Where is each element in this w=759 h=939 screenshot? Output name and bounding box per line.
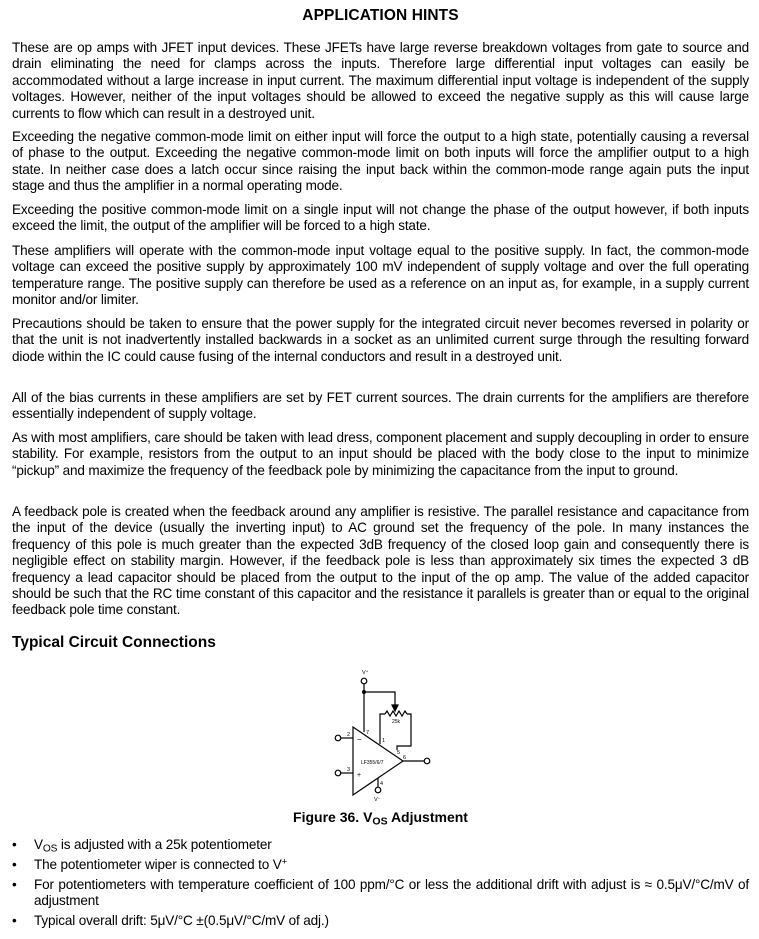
- item-text: Typical overall drift: 5μV/°C ±(0.5μV/°C/mV of adj.): [34, 913, 329, 929]
- item-text: V: [34, 837, 43, 852]
- junction-dot: [362, 690, 366, 694]
- item-text: The potentiometer wiper is connected to V: [34, 857, 282, 872]
- caption-prefix: Figure 36. V: [293, 809, 373, 825]
- paragraph-bias-currents: All of the bias currents in these amplifiers are set by FET current sources. The drain currents for the amplifiers are therefore essentially independent of supply voltage.: [12, 390, 749, 422]
- pin-1-label: 1: [382, 738, 386, 744]
- paragraph-reverse-polarity: Precautions should be taken to ensure that the power supply for the integrated circuit never becomes reversed in polarity or that the unit is not inadvertently installed backwards in a socket as an unlimited current surge through the resulting forward diode within the IC could cause fusing of the internal conductors and result in a destroyed unit.: [12, 316, 749, 364]
- pin-5-label: 5: [397, 750, 401, 756]
- noninverting-sign: +: [357, 772, 362, 779]
- bullet-icon: •: [12, 857, 17, 872]
- caption-suffix: Adjustment: [387, 809, 468, 825]
- item-superscript: +: [281, 856, 288, 868]
- bullet-icon: •: [12, 837, 17, 852]
- pin-2-label: 2: [347, 732, 351, 738]
- item-subscript: OS: [42, 843, 58, 855]
- input-2-terminal: [335, 735, 341, 741]
- pin-3-label: 3: [347, 767, 351, 773]
- vplus-terminal: [361, 678, 367, 684]
- wiper-wire: [364, 692, 395, 706]
- list-item: [12, 837, 749, 853]
- section-heading: Typical Circuit Connections: [12, 634, 216, 651]
- inverting-sign: −: [357, 735, 362, 744]
- vplus-label: V⁺: [362, 670, 369, 676]
- notes-list: [12, 837, 749, 933]
- paragraph-jfet-inputs: These are op amps with JFET input devices. These JFETs have large reverse breakdown voltages from gate to source and drain eliminating the need for clamps across the inputs. Therefore large differential input voltages can easily be accommodated without a large increase in input current. The maximum differential input voltage is independent of the supply voltages. However, neither of the input voltages should be allowed to exceed the negative supply as this will cause large currents to flow which can result in a destroyed unit.: [12, 40, 749, 121]
- caption-subscript: OS: [372, 815, 388, 828]
- pin-6-label: 6: [403, 755, 407, 761]
- vminus-terminal: [375, 787, 381, 793]
- item-text-tail: is adjusted with a 25k potentiometer: [57, 837, 272, 852]
- vminus-label: V⁻: [374, 797, 381, 802]
- paragraph-stability: As with most amplifiers, care should be taken with lead dress, component placement and supply decoupling in order to ensure stability. For example, resistors from the output to an input should be placed with the body close to the input to minimize “pickup” and maximize the frequency of the feedback pole by minimizing the capacitance from the input to ground.: [12, 430, 749, 478]
- input-3-terminal: [335, 770, 341, 776]
- output-terminal: [424, 758, 430, 764]
- device-label: LF355/6/7: [361, 760, 384, 766]
- paragraph-positive-common-mode: Exceeding the positive common-mode limit on a single input will not change the phase of the output however, if both inputs exceed the limit, the output of the amplifier will be forced to a high state.: [12, 202, 749, 234]
- page-title: APPLICATION HINTS: [302, 7, 459, 24]
- pin-4-label: 4: [380, 781, 384, 787]
- paragraph-feedback-pole: A feedback pole is created when the feedback around any amplifier is resistive. The parallel resistance and capacitance from the input of the device (usually the inverting input) to AC ground set the frequency of the pole. In many instances the frequency of this pole is much greater than the expected 3dB frequency of the closed loop gain and consequently there is negligible effect on stability margin. However, if the feedback pole is less than approximately six times the expected 3 dB frequency a lead capacitor should be placed from the output to the input of the op amp. The value of the added capacitor should be such that the RC time constant of this capacitor and the resistance it parallels is greater than or equal to the original feedback pole time constant.: [12, 504, 749, 618]
- paragraph-common-mode-positive-supply: These amplifiers will operate with the common-mode input voltage equal to the positive supply. In fact, the common-mode voltage can exceed the positive supply by approximately 100 mV independent of supply voltage and over the full operating temperature range. The positive supply can therefore be used as a reference on an input as, for example, in a supply current monitor and/or limiter.: [12, 243, 749, 308]
- potentiometer: [385, 711, 407, 716]
- item-text: For potentiometers with temperature coefficient of 100 ppm/°C or less the additional drift with adjust is ≈ 0.5μV/°C/mV of adjustment: [34, 877, 749, 909]
- pin-7-label: 7: [366, 730, 370, 736]
- list-item: [12, 857, 749, 873]
- paragraph-negative-common-mode: Exceeding the negative common-mode limit on either input will force the output to a high state, potentially causing a reversal of phase to the output. Exceeding the negative common-mode limit on both inputs will force the amplifier output to a high state. In neither case does a latch occur since raising the input back within the common-mode range again puts the input stage and thus the amplifier in a normal operating mode.: [12, 129, 749, 194]
- bullet-icon: •: [12, 877, 17, 892]
- figure-caption: [12, 809, 749, 828]
- list-item: [12, 877, 749, 910]
- vos-adjustment-schematic: [320, 662, 440, 802]
- bullet-icon: •: [12, 913, 17, 929]
- pot-value-label: 25k: [392, 719, 401, 725]
- list-item: [12, 913, 749, 929]
